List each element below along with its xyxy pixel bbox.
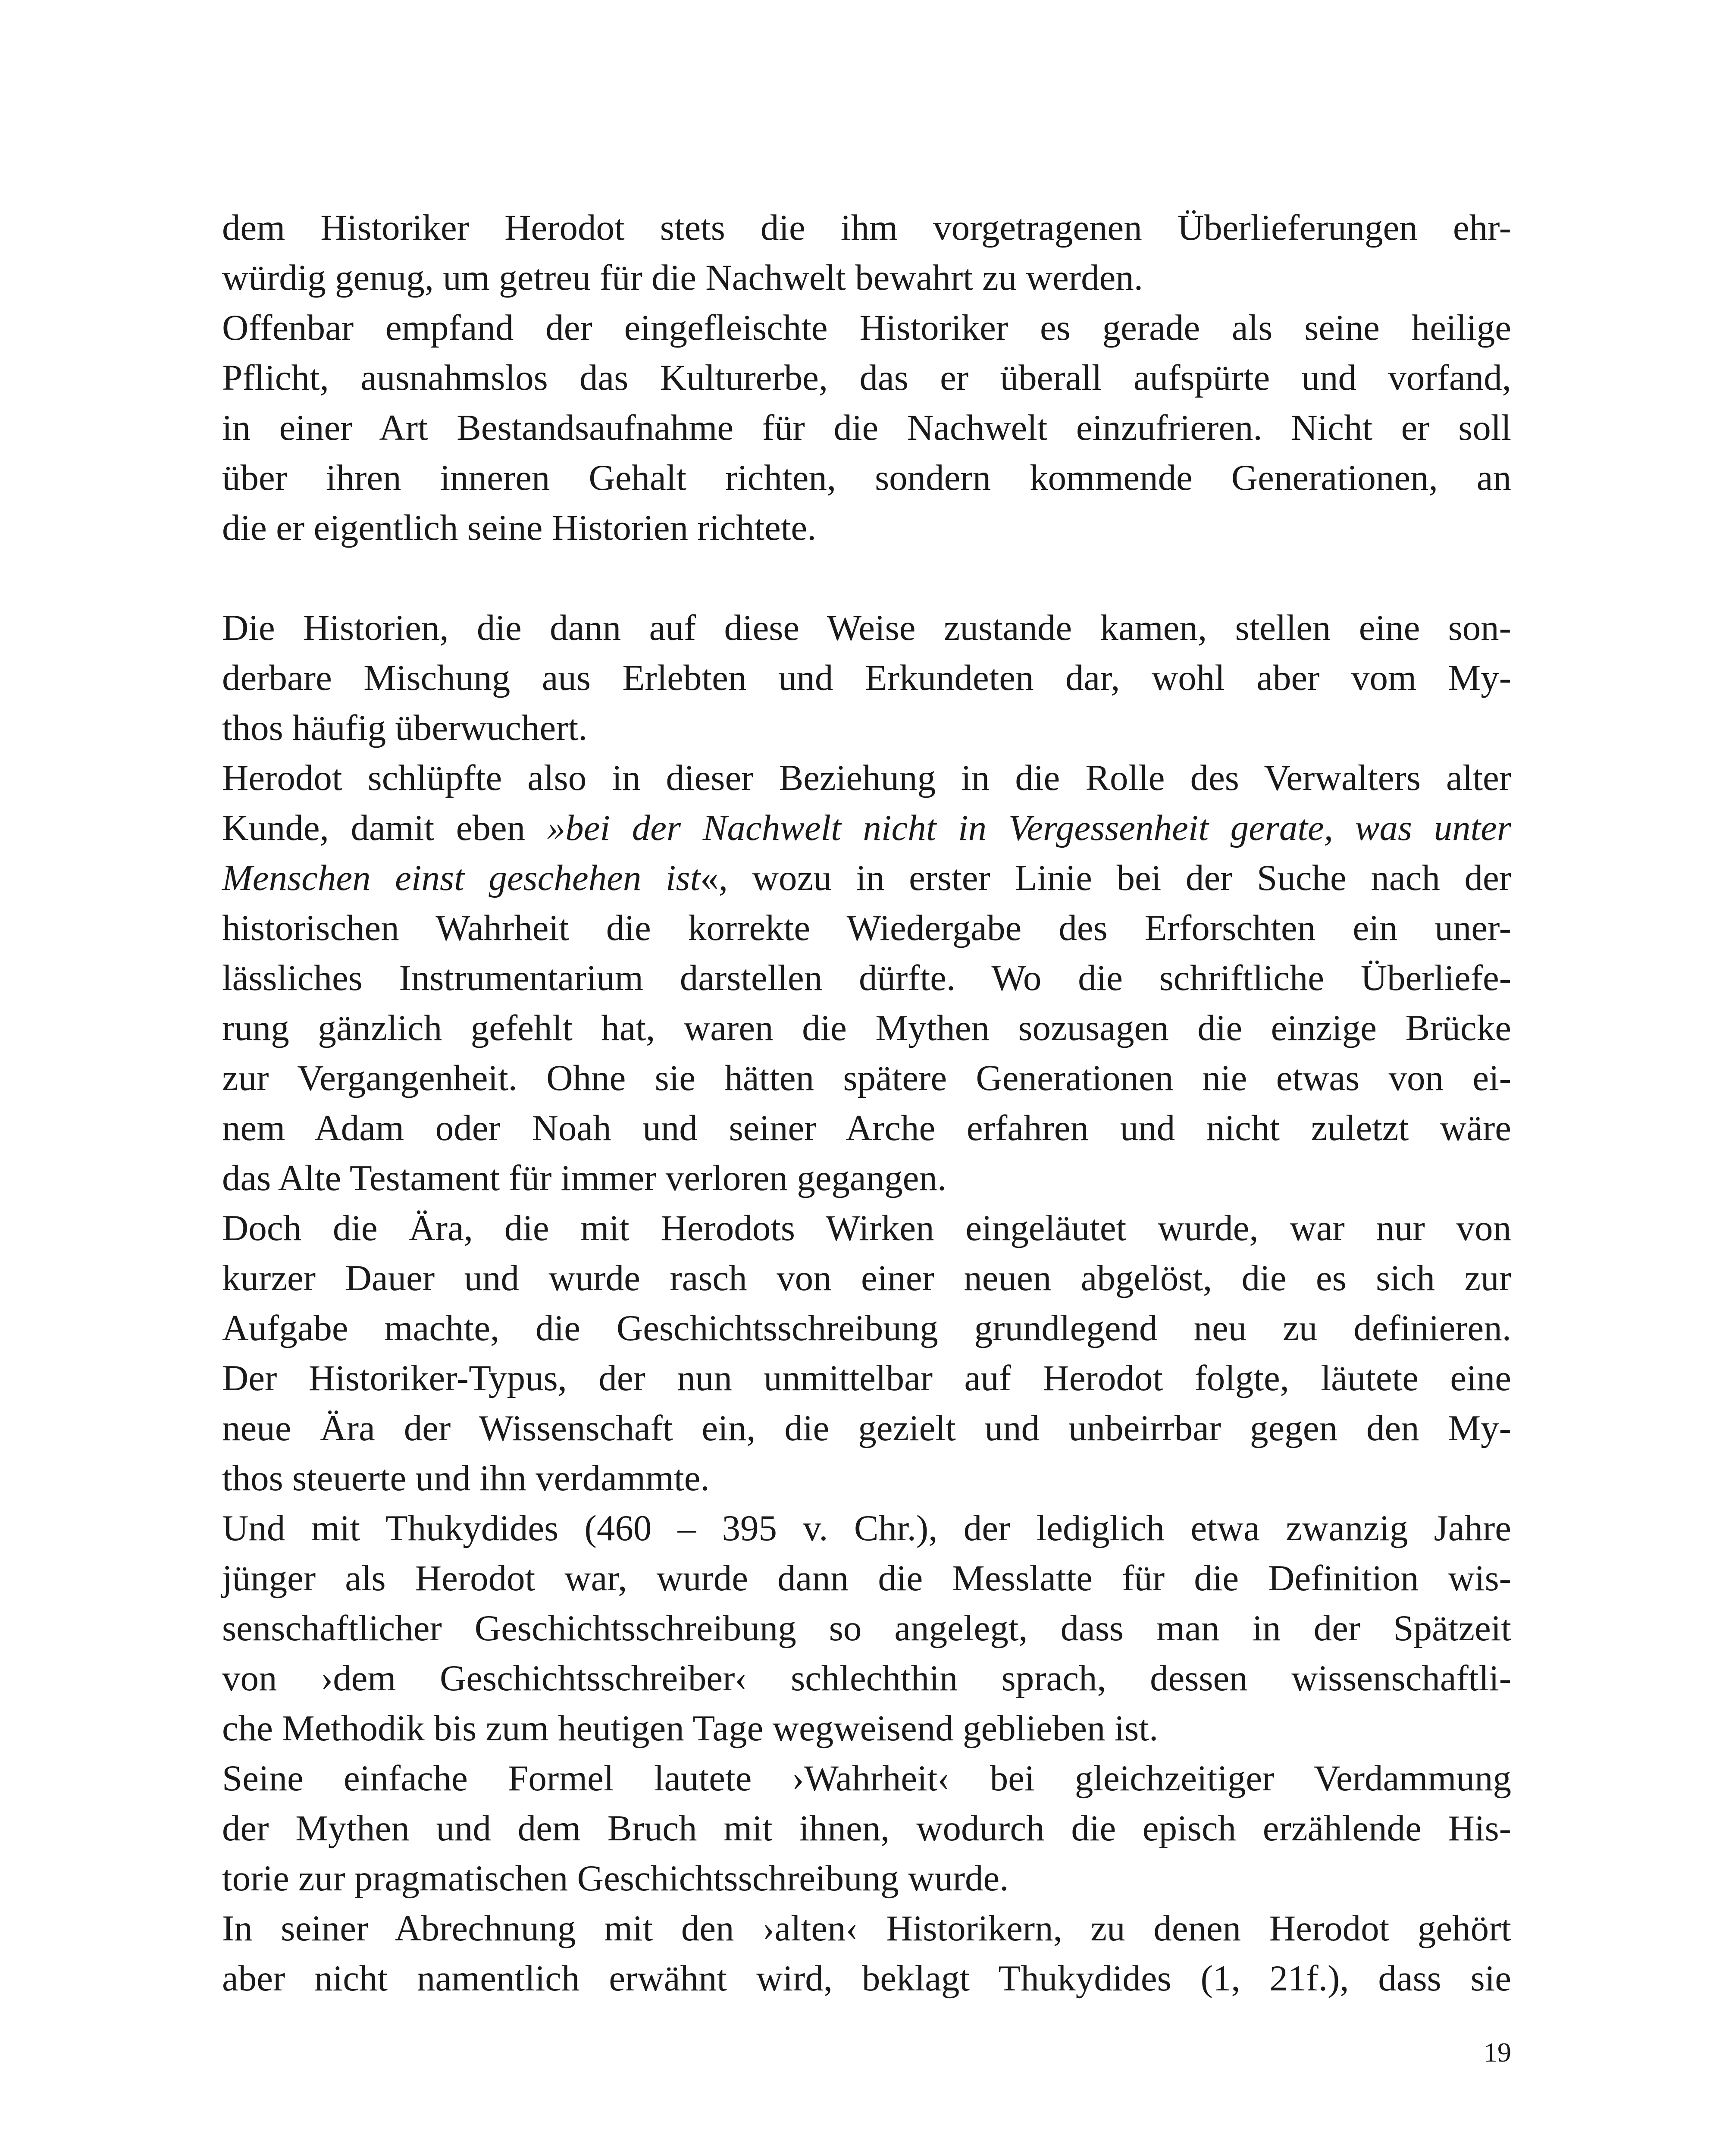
text-line	[222, 953, 1511, 1003]
text-line	[222, 1053, 1511, 1103]
text-run: Pflicht, ausnahmslos das Kulturerbe, das er überall aufspürte und vorfand,	[222, 357, 1511, 398]
text-line	[222, 703, 1511, 753]
text-run: «, wozu in erster Linie bei der Suche nach der	[700, 858, 1511, 898]
text-line	[222, 1403, 1511, 1453]
text-run: neue Ära der Wissenschaft ein, die gezielt und unbeirrbar gegen den My-	[222, 1408, 1511, 1448]
text-run: zur Vergangenheit. Ohne sie hätten spätere Generationen nie etwas von ei-	[222, 1058, 1511, 1098]
text-run: Doch die Ära, die mit Herodots Wirken eingeläutet wurde, war nur von	[222, 1208, 1511, 1248]
text-run: das Alte Testament für immer verloren gegangen.	[222, 1158, 947, 1198]
text-line	[222, 803, 1511, 853]
text-run: lässliches Instrumentarium darstellen dürfte. Wo die schriftliche Überliefe-	[222, 958, 1511, 998]
text-line	[222, 1353, 1511, 1403]
text-run: Aufgabe machte, die Geschichtsschreibung grundlegend neu zu definieren.	[222, 1308, 1511, 1348]
text-run: Seine einfache Formel lautete ›Wahrheit‹ bei gleichzeitiger Verdammung	[222, 1758, 1511, 1799]
text-run: thos steuerte und ihn verdammte.	[222, 1458, 710, 1498]
text-line	[222, 753, 1511, 803]
text-line	[222, 1753, 1511, 1803]
text-run: torie zur pragmatischen Geschichtsschreibung wurde.	[222, 1858, 1009, 1899]
text-line	[222, 603, 1511, 653]
text-run: kurzer Dauer und wurde rasch von einer neuen abgelöst, die es sich zur	[222, 1258, 1511, 1298]
text-line	[222, 1703, 1511, 1753]
text-line	[222, 653, 1511, 703]
text-line	[222, 1903, 1511, 1953]
text-line	[222, 1303, 1511, 1353]
text-run: würdig genug, um getreu für die Nachwelt bewahrt zu werden.	[222, 257, 1143, 298]
italic-quote: »bei der Nachwelt nicht in Vergessenheit gerate, was unter	[547, 808, 1511, 848]
text-run: che Methodik bis zum heutigen Tage wegweisend geblieben ist.	[222, 1708, 1159, 1749]
text-line	[222, 403, 1511, 453]
text-run: derbare Mischung aus Erlebten und Erkundeten dar, wohl aber vom My-	[222, 658, 1511, 698]
text-run: nem Adam oder Noah und seiner Arche erfahren und nicht zuletzt wäre	[222, 1108, 1511, 1148]
paragraph-gap	[222, 553, 1511, 603]
text-line	[222, 1953, 1511, 2003]
text-run: senschaftlicher Geschichtsschreibung so angelegt, dass man in der Spätzeit	[222, 1608, 1511, 1648]
text-run: Der Historiker-Typus, der nun unmittelbar auf Herodot folgte, läutete eine	[222, 1358, 1511, 1398]
text-line	[222, 1603, 1511, 1653]
text-line	[222, 1003, 1511, 1053]
text-run: jünger als Herodot war, wurde dann die Messlatte für die Definition wis-	[222, 1558, 1511, 1598]
text-line	[222, 1853, 1511, 1903]
text-line	[222, 203, 1511, 253]
text-run: der Mythen und dem Bruch mit ihnen, wodurch die episch erzählende His-	[222, 1808, 1511, 1849]
text-line	[222, 903, 1511, 953]
text-line	[222, 1253, 1511, 1303]
text-run: Offenbar empfand der eingefleischte Historiker es gerade als seine heilige	[222, 307, 1511, 348]
text-line	[222, 253, 1511, 303]
page-number: 19	[1484, 2037, 1511, 2068]
text-line	[222, 1203, 1511, 1253]
text-line	[222, 1503, 1511, 1553]
text-run: historischen Wahrheit die korrekte Wiedergabe des Erforschten ein uner-	[222, 908, 1511, 948]
text-line	[222, 353, 1511, 403]
text-run: über ihren inneren Gehalt richten, sondern kommende Generationen, an	[222, 458, 1511, 498]
italic-quote: Menschen einst geschehen ist	[222, 858, 701, 898]
text-line	[222, 1553, 1511, 1603]
text-line	[222, 1453, 1511, 1503]
text-run: aber nicht namentlich erwähnt wird, beklagt Thukydides (1, 21f.), dass sie	[222, 1958, 1511, 1999]
text-run: die er eigentlich seine Historien richtete.	[222, 508, 817, 548]
text-line	[222, 503, 1511, 553]
text-line	[222, 1803, 1511, 1853]
text-run: in einer Art Bestandsaufnahme für die Nachwelt einzufrieren. Nicht er soll	[222, 407, 1511, 448]
text-line	[222, 453, 1511, 503]
text-run: rung gänzlich gefehlt hat, waren die Mythen sozusagen die einzige Brücke	[222, 1008, 1511, 1048]
text-run: Kunde, damit eben	[222, 808, 547, 848]
text-line	[222, 1103, 1511, 1153]
text-run: von ›dem Geschichtsschreiber‹ schlechthin sprach, dessen wissenschaftli-	[222, 1658, 1511, 1698]
text-run: thos häufig überwuchert.	[222, 708, 588, 748]
text-line	[222, 1653, 1511, 1703]
text-line	[222, 303, 1511, 353]
text-run: dem Historiker Herodot stets die ihm vorgetragenen Überlieferungen ehr-	[222, 207, 1511, 248]
text-run: In seiner Abrechnung mit den ›alten‹ Historikern, zu denen Herodot gehört	[222, 1908, 1511, 1949]
body-text	[222, 203, 1511, 2003]
text-run: Und mit Thukydides (460 – 395 v. Chr.), der lediglich etwa zwanzig Jahre	[222, 1508, 1511, 1548]
text-line	[222, 853, 1511, 903]
text-run: Herodot schlüpfte also in dieser Beziehung in die Rolle des Verwalters alter	[222, 758, 1511, 798]
text-line	[222, 1153, 1511, 1203]
text-run: Die Historien, die dann auf diese Weise zustande kamen, stellen eine son-	[222, 608, 1511, 648]
